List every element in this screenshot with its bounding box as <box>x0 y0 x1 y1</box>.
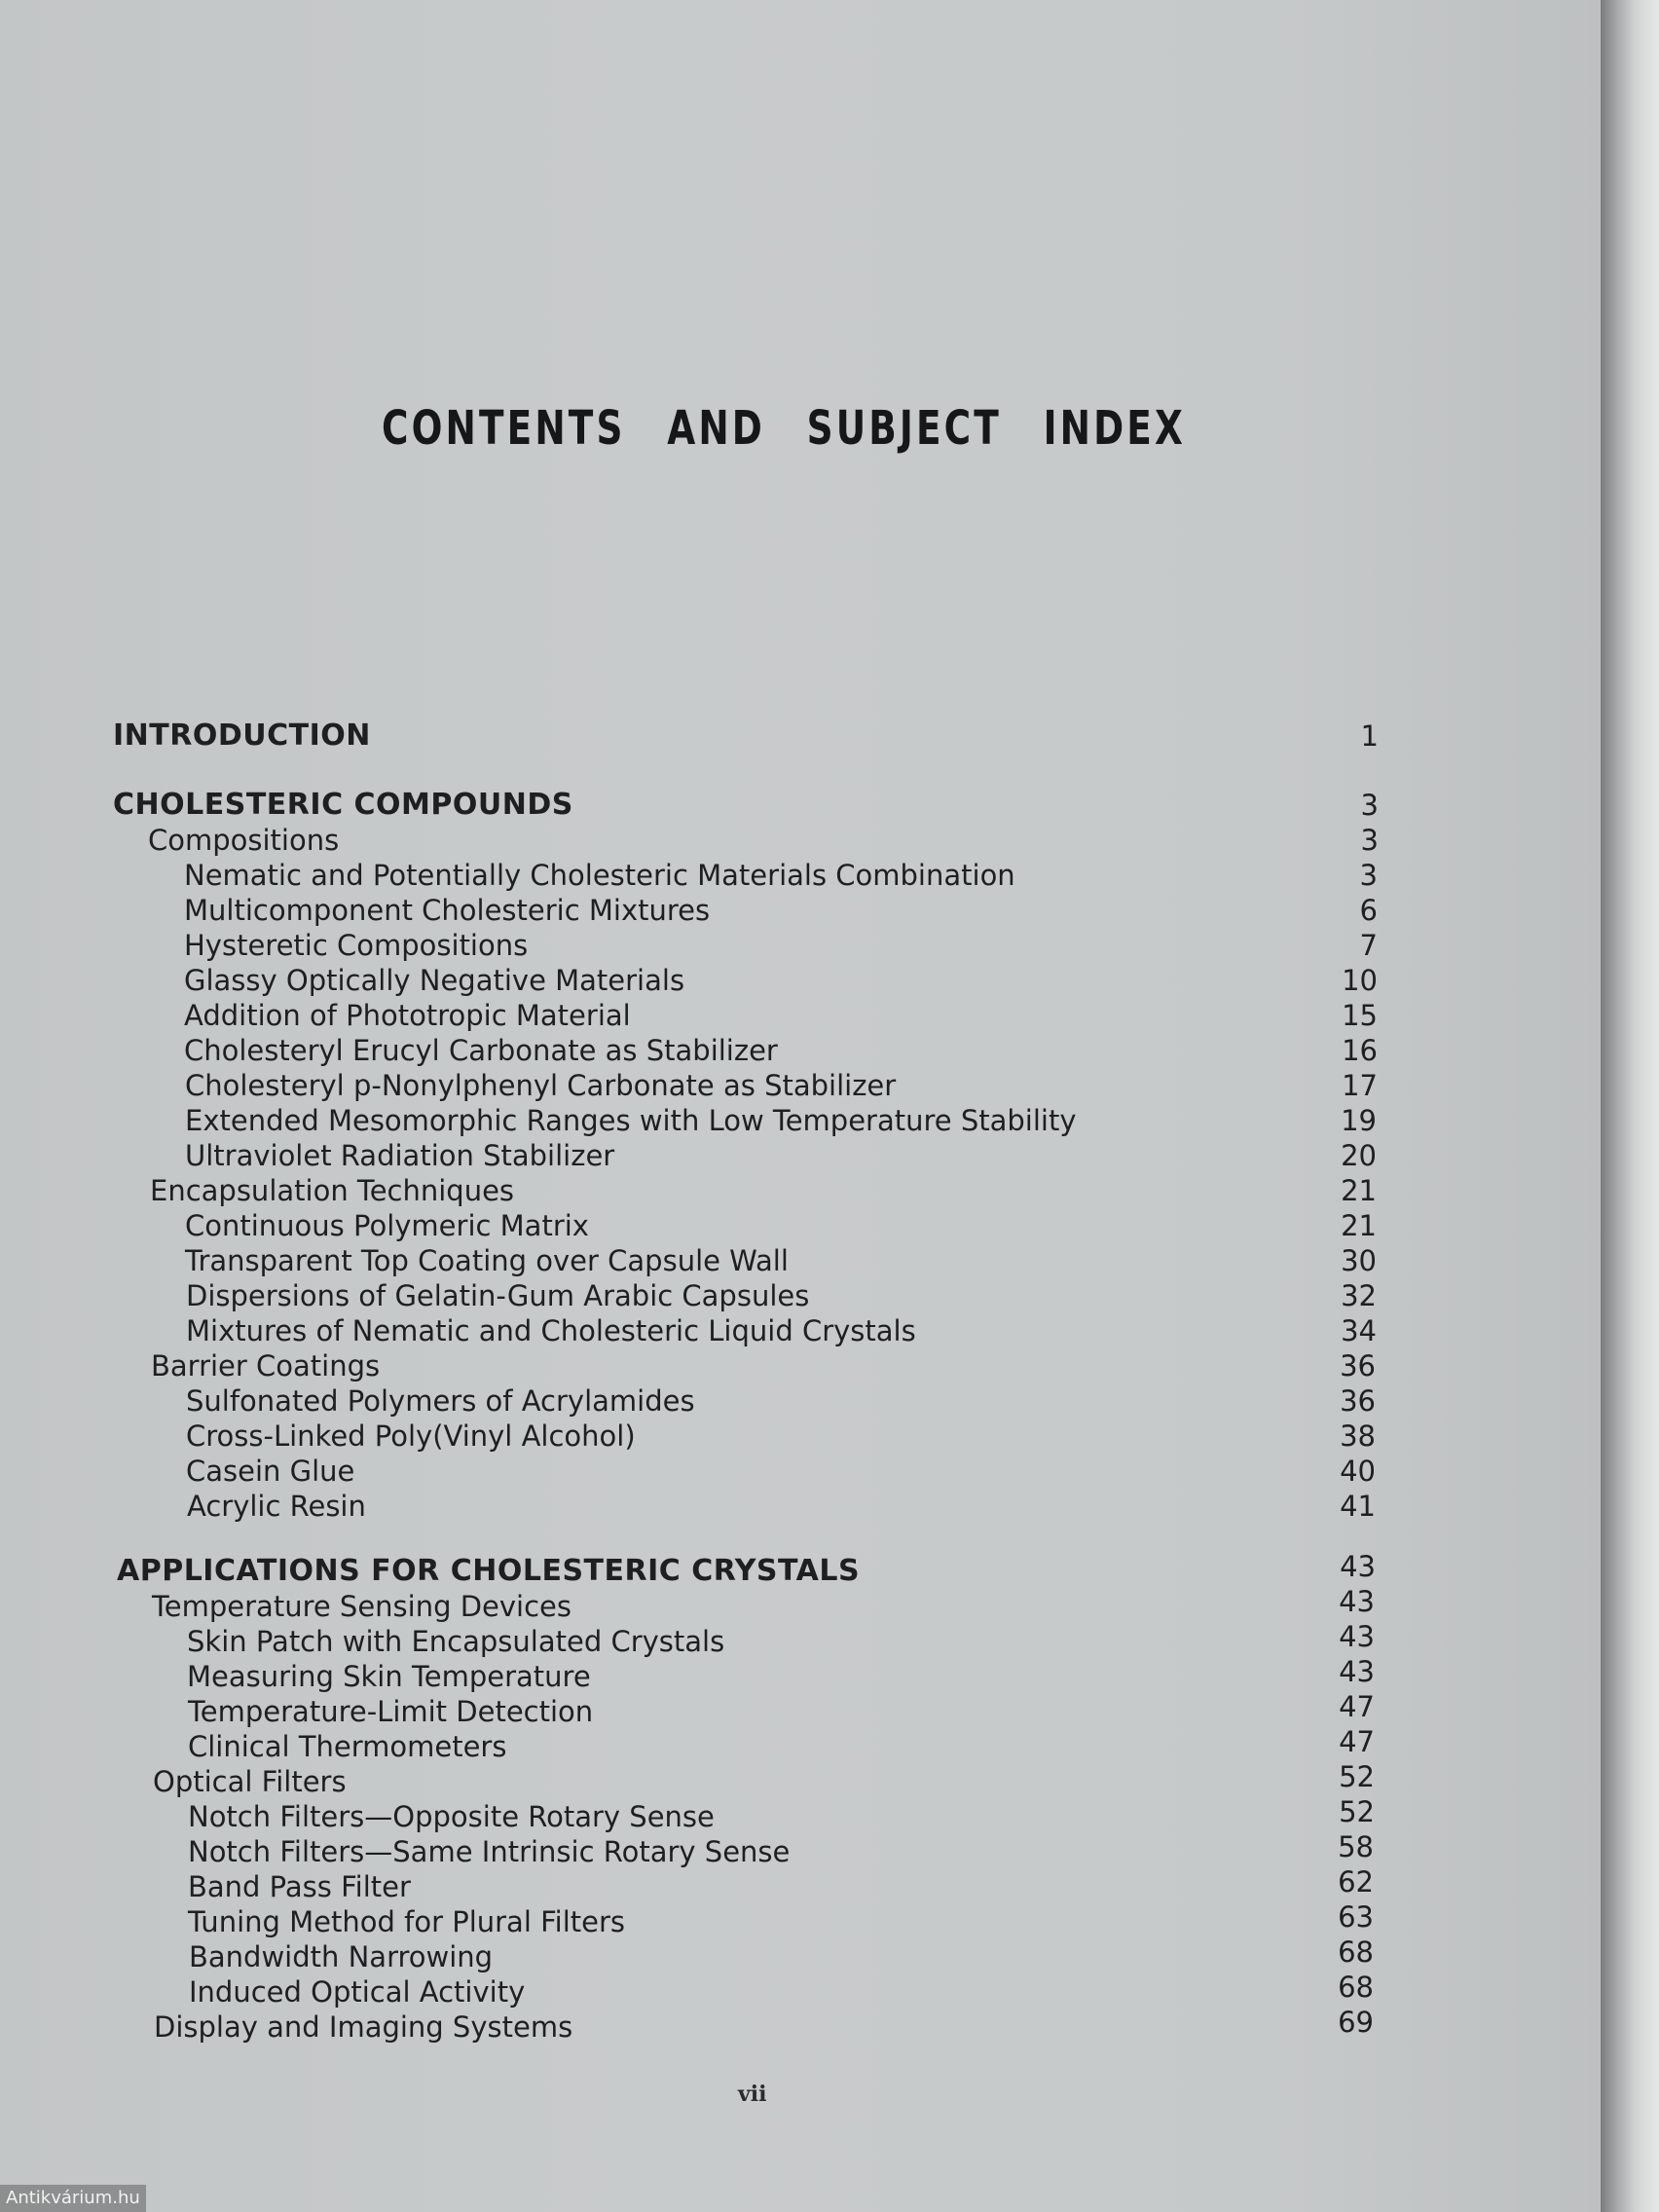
toc-page-number: 32 <box>1341 1279 1377 1312</box>
toc-section-heading: CHOLESTERIC COMPOUNDS <box>113 788 573 822</box>
toc-topic-entry: Multicomponent Cholesteric Mixtures <box>184 894 711 927</box>
toc-topic-entry: Continuous Polymeric Matrix <box>185 1209 589 1242</box>
toc-subsection-entry: Optical Filters <box>153 1765 347 1798</box>
toc-topic-entry: Ultraviolet Radiation Stabilizer <box>185 1139 615 1172</box>
toc-topic-entry: Bandwidth Narrowing <box>189 1940 494 1973</box>
toc-topic-entry: Addition of Phototropic Material <box>184 999 631 1032</box>
toc-page-number: 17 <box>1342 1069 1378 1102</box>
toc-topic-entry: Notch Filters—Same Intrinsic Rotary Sense <box>188 1835 791 1868</box>
toc-subsection-entry: Barrier Coatings <box>151 1349 381 1382</box>
toc-section-heading: INTRODUCTION <box>113 719 371 753</box>
toc-topic-entry: Notch Filters—Opposite Rotary Sense <box>188 1800 715 1833</box>
toc-topic-entry: Hysteretic Compositions <box>184 929 529 962</box>
page-folio: vii <box>738 2082 767 2107</box>
toc-page-number: 52 <box>1339 1795 1375 1828</box>
toc-topic-entry: Sulfonated Polymers of Acrylamides <box>186 1384 695 1418</box>
toc-page-number: 43 <box>1339 1585 1375 1618</box>
toc-topic-entry: Band Pass Filter <box>188 1870 411 1903</box>
toc-page-number: 43 <box>1339 1655 1375 1688</box>
toc-page-number: 6 <box>1359 894 1378 927</box>
toc-page-number: 36 <box>1340 1384 1376 1418</box>
watermark: Antikvárium.hu <box>0 2185 146 2212</box>
toc-topic-entry: Acrylic Resin <box>187 1490 366 1523</box>
toc-topic-entry: Cross-Linked Poly(Vinyl Alcohol) <box>186 1419 636 1453</box>
toc-section-heading: APPLICATIONS FOR CHOLESTERIC CRYSTALS <box>117 1554 861 1588</box>
toc-topic-entry: Tuning Method for Plural Filters <box>188 1905 626 1938</box>
toc-page-number: 43 <box>1339 1620 1375 1653</box>
toc-page-number: 41 <box>1340 1490 1376 1523</box>
toc-subsection-entry: Compositions <box>148 824 340 857</box>
toc-page-number: 43 <box>1340 1550 1376 1583</box>
toc-page-number: 47 <box>1339 1725 1375 1758</box>
toc-page-number: 3 <box>1360 789 1379 822</box>
toc-page-number: 10 <box>1342 964 1378 997</box>
toc-page-number: 30 <box>1341 1244 1377 1277</box>
toc-topic-entry: Nematic and Potentially Cholesteric Materials Combination <box>184 859 1015 892</box>
toc-page-number: 38 <box>1340 1419 1376 1453</box>
toc-page-number: 36 <box>1340 1349 1376 1382</box>
toc-topic-entry: Casein Glue <box>186 1455 355 1488</box>
toc-page-number: 47 <box>1339 1690 1375 1723</box>
toc-topic-entry: Cholesteryl p-Nonylphenyl Carbonate as Stabilizer <box>185 1069 897 1102</box>
toc-page-number: 15 <box>1342 999 1378 1032</box>
toc-page-number: 3 <box>1359 859 1378 892</box>
toc-page-number: 20 <box>1341 1139 1377 1172</box>
toc-topic-entry: Induced Optical Activity <box>189 1975 526 2009</box>
toc-topic-entry: Transparent Top Coating over Capsule Wall <box>185 1244 789 1277</box>
toc-page-number: 68 <box>1338 1971 1374 2004</box>
toc-topic-entry: Clinical Thermometers <box>188 1730 507 1763</box>
toc-topic-entry: Dispersions of Gelatin-Gum Arabic Capsules <box>186 1279 810 1312</box>
toc-page-number: 7 <box>1359 929 1378 962</box>
toc-topic-entry: Mixtures of Nematic and Cholesteric Liquid Crystals <box>186 1314 916 1347</box>
toc-topic-entry: Temperature-Limit Detection <box>188 1695 594 1728</box>
toc-topic-entry: Cholesteryl Erucyl Carbonate as Stabilizer <box>184 1034 778 1067</box>
page-edge-shadow <box>1601 0 1659 2212</box>
toc-topic-entry: Extended Mesomorphic Ranges with Low Temperature Stability <box>185 1104 1077 1137</box>
toc-subsection-entry: Temperature Sensing Devices <box>152 1590 572 1623</box>
toc-page-number: 34 <box>1341 1314 1377 1347</box>
toc-page-number: 68 <box>1338 1936 1374 1969</box>
toc-page-number: 21 <box>1341 1209 1377 1242</box>
toc-page-number: 16 <box>1342 1034 1378 1067</box>
toc-page-number: 21 <box>1341 1174 1377 1207</box>
toc-page-number: 1 <box>1360 719 1379 753</box>
toc-subsection-entry: Display and Imaging Systems <box>154 2010 573 2044</box>
toc-subsection-entry: Encapsulation Techniques <box>150 1174 515 1207</box>
toc-page-number: 69 <box>1338 2006 1374 2039</box>
toc-page-number: 3 <box>1360 824 1379 857</box>
toc-topic-entry: Measuring Skin Temperature <box>187 1660 591 1693</box>
toc-page-number: 52 <box>1339 1760 1375 1793</box>
toc-page-number: 40 <box>1340 1455 1376 1488</box>
toc-page-number: 62 <box>1338 1865 1374 1899</box>
toc-page-number: 63 <box>1338 1900 1374 1934</box>
toc-page-number: 58 <box>1338 1830 1374 1863</box>
toc-page-number: 19 <box>1341 1104 1377 1137</box>
toc-topic-entry: Glassy Optically Negative Materials <box>184 964 685 997</box>
toc-topic-entry: Skin Patch with Encapsulated Crystals <box>187 1625 725 1658</box>
page-title: CONTENTS AND SUBJECT INDEX <box>382 401 1186 456</box>
